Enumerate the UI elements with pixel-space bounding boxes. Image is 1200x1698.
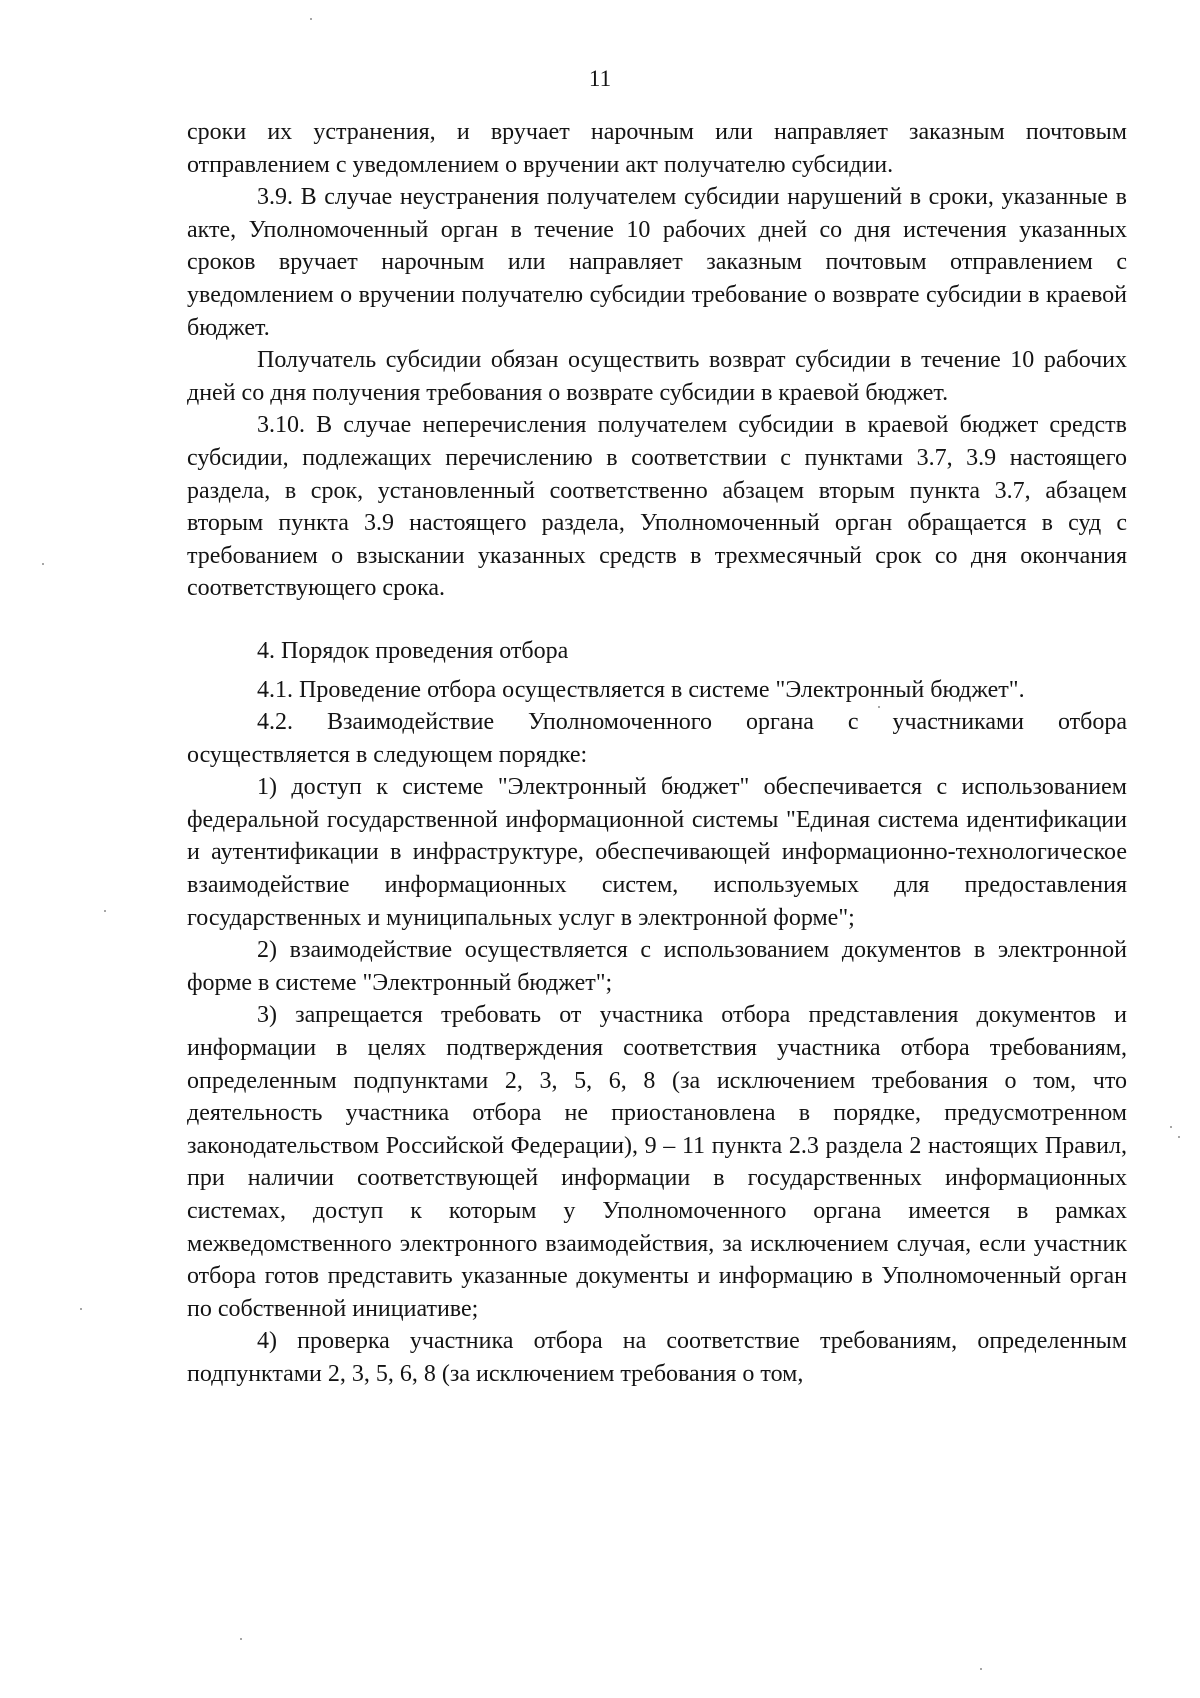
scan-speck: [980, 1668, 982, 1670]
scan-speck: [240, 1638, 242, 1640]
section-4-heading: 4. Порядок проведения отбора: [257, 637, 569, 664]
paragraph-3-8-continuation: сроки их устранения, и вручает нарочным или направляет заказным почтовым отправлением с уведомлением о вручении акт получателю субсидии.: [187, 119, 1127, 178]
paragraph-4-1: 4.1. Проведение отбора осуществляется в системе "Электронный бюджет".: [257, 676, 1025, 703]
paragraph-4-2-item-1: 1) доступ к системе "Электронный бюджет" обеспечивается с использованием федеральной государственной информационной системы "Единая система идентификации и аутентификации в инфраструктуре, обеспечивающей информационно-технологическое взаимодействие информационных систем, используемых для предоставления государственных и муниципальных услуг в электронной форме";: [187, 774, 1127, 931]
scan-speck: [1170, 1126, 1172, 1128]
scan-speck: [104, 910, 106, 912]
paragraph-4-2-item-2: 2) взаимодействие осуществляется с использованием документов в электронной форме в системе "Электронный бюджет";: [187, 937, 1127, 996]
page-number: 11: [588, 66, 612, 91]
scan-speck: [310, 18, 312, 20]
paragraph-4-2-item-4: 4) проверка участника отбора на соответствие требованиям, определенным подпунктами 2, 3, 5, 6, 8 (за исключением требования о том,: [187, 1328, 1127, 1387]
paragraph-3-9-refund-obligation: Получатель субсидии обязан осуществить возврат субсидии в течение 10 рабочих дней со дня получения требования о возврате субсидии в краевой бюджет.: [187, 347, 1127, 406]
paragraph-4-2-item-3: 3) запрещается требовать от участника отбора представления документов и информации в целях подтверждения соответствия участника отбора требованиям, определенным подпунктами 2, 3, 5, 6, 8 (за исключением требования о том, что деятельность участника отбора не приостановлена в порядке, предусмотренном законодательством Российской Федерации), 9 – 11 пункта 2.3 раздела 2 настоящих Правил, при наличии соответствующей информации в государственных информационных системах, доступ к которым у Уполномоченного органа имеется в рамках межведомственного электронного взаимодействия, за исключением случая, если участник отбора готов представить указанные документы и информацию в Уполномоченный орган по собственной инициативе;: [187, 1002, 1127, 1322]
paragraph-3-10: 3.10. В случае неперечисления получателем субсидии в краевой бюджет средств субсидии, подлежащих перечислению в соответствии с пунктами 3.7, 3.9 настоящего раздела, в срок, установленный соответственно абзацем вторым пункта 3.7, абзацем вторым пункта 3.9 настоящего раздела, Уполномоченный орган обращается в суд с требованием о взыскании указанных средств в трехмесячный срок со дня окончания соответствующего срока.: [187, 412, 1127, 602]
paragraph-3-9: 3.9. В случае неустранения получателем субсидии нарушений в сроки, указанные в акте, Уполномоченный орган в течение 10 рабочих дней со дня истечения указанных сроков вручает нарочным или направляет заказным почтовым отправлением с уведомлением о вручении получателю субсидии требование о возврате субсидии в краевой бюджет.: [187, 184, 1127, 341]
paragraph-4-2: 4.2. Взаимодействие Уполномоченного органа с участниками отбора осуществляется в следующем порядке:: [187, 709, 1127, 768]
scan-speck: [1178, 1136, 1180, 1138]
scan-speck: [878, 706, 880, 708]
document-body: [187, 116, 1127, 1391]
scan-speck: [80, 1308, 82, 1310]
scan-speck: [42, 563, 44, 565]
